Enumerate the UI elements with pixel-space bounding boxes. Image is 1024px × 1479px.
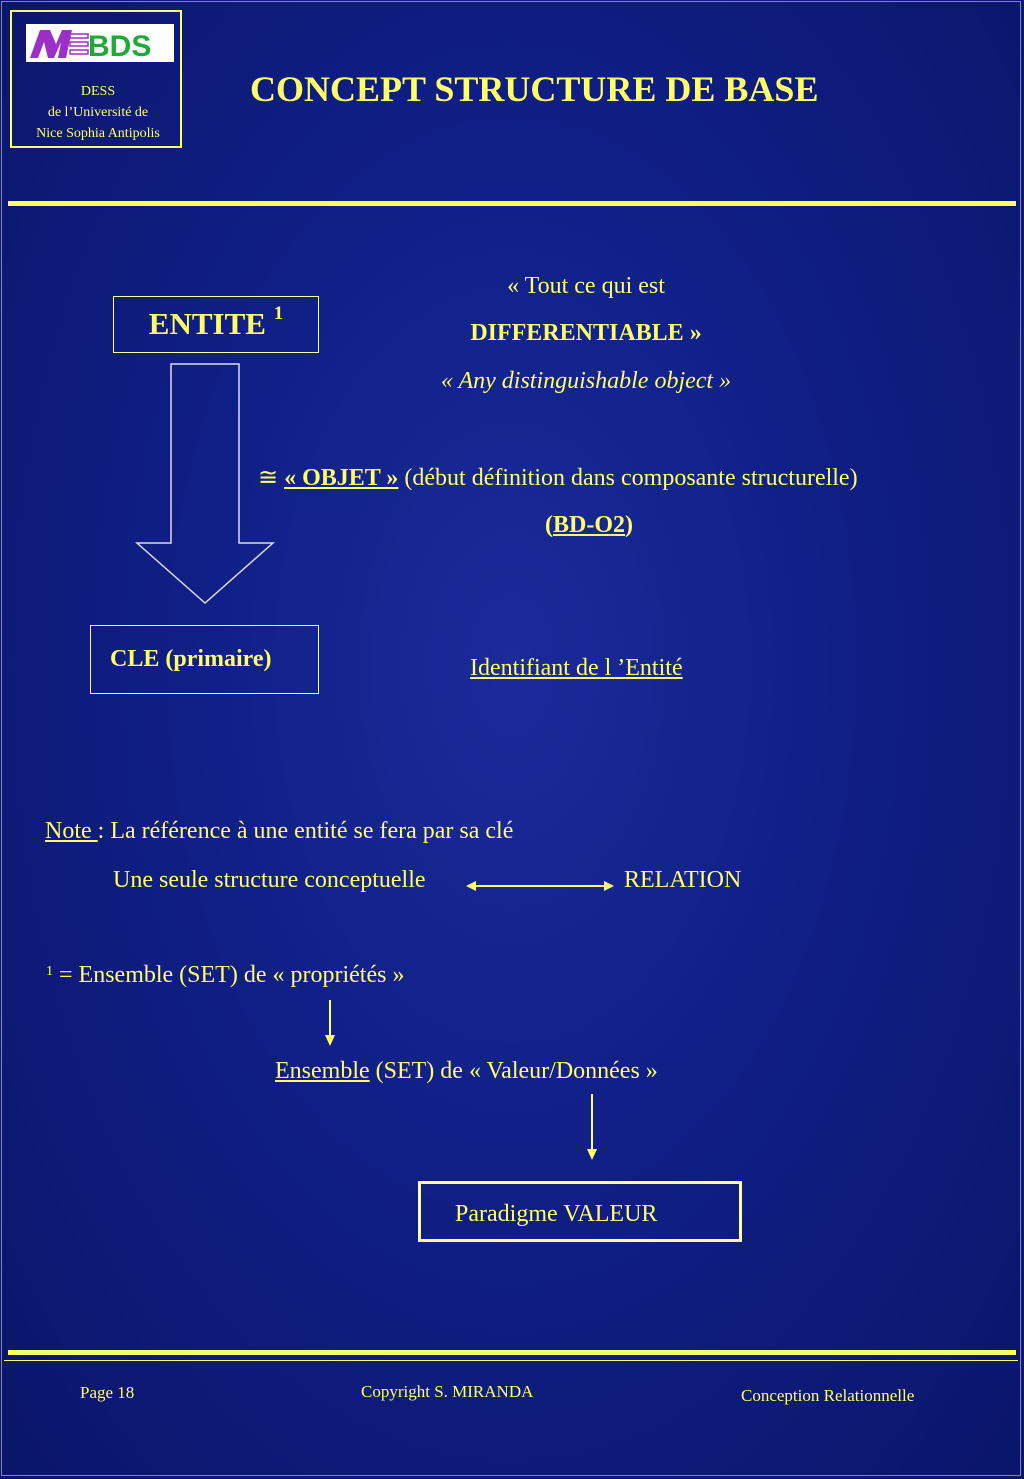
entite-footnote-mark: 1 xyxy=(273,303,284,324)
ensemble-proprietes-line xyxy=(46,962,404,989)
bdo2-term: BD-O2 xyxy=(553,512,625,538)
note-text: : La référence à une entité se fera par sa clé xyxy=(97,818,514,844)
definition-line-3: « Any distinguishable object » xyxy=(440,368,732,394)
objet-term: « OBJET » xyxy=(284,465,399,491)
relation-text: RELATION xyxy=(624,867,742,893)
bdo2-close: ) xyxy=(625,512,633,538)
footer-course-title: Conception Relationnelle xyxy=(741,1386,915,1405)
footer-copyright: Copyright S. MIRANDA xyxy=(361,1382,534,1401)
double-arrow xyxy=(464,876,616,896)
logo-line-dess: DESS xyxy=(80,84,116,99)
ensemble-proprietes-text: = Ensemble (SET) de « propriétés » xyxy=(53,962,405,988)
ensemble-valeur-line xyxy=(275,1058,658,1085)
down-arrow-small-2 xyxy=(582,1092,602,1162)
definition-line-1: « Tout ce qui est xyxy=(507,273,665,299)
page-frame xyxy=(1,1,1021,1476)
ensemble-valeur-text: (SET) de « Valeur/Données » xyxy=(369,1058,658,1084)
seule-structure-text: Une seule structure conceptuelle xyxy=(113,867,426,893)
definition-line-2: DIFFERENTIABLE » xyxy=(470,320,702,346)
approx-symbol: ≅ xyxy=(258,465,279,491)
mbds-logo xyxy=(26,24,174,62)
ensemble-term: Ensemble xyxy=(275,1058,370,1084)
svg-text:BDS: BDS xyxy=(88,30,152,62)
footer-divider-top xyxy=(8,1350,1016,1355)
bdo2-line xyxy=(484,512,694,539)
logo-line-nice: Nice Sophia Antipolis xyxy=(36,126,160,141)
objet-rest: (début définition dans composante structurelle) xyxy=(404,465,858,491)
paradigme-valeur: Paradigme VALEUR xyxy=(455,1201,658,1227)
bdo2-open: ( xyxy=(545,512,553,538)
cle-label: CLE (primaire) xyxy=(110,646,272,672)
identifiant-entite: Identifiant de l ’Entité xyxy=(470,655,683,681)
note-line xyxy=(45,818,513,845)
logo-line-universite: de l’Université de xyxy=(47,105,149,120)
down-arrow-small-1 xyxy=(320,998,340,1048)
entite-label xyxy=(113,303,319,342)
logo-box xyxy=(10,10,182,148)
note-label: Note xyxy=(45,818,98,844)
page-title: CONCEPT STRUCTURE DE BASE xyxy=(250,69,819,109)
header-divider xyxy=(8,201,1016,206)
footnote-mark: 1 xyxy=(46,964,53,979)
entite-text: ENTITE xyxy=(148,306,266,341)
footer-page-number: Page 18 xyxy=(80,1383,135,1402)
footer-divider-thin xyxy=(4,1360,1018,1361)
objet-line xyxy=(258,463,858,492)
